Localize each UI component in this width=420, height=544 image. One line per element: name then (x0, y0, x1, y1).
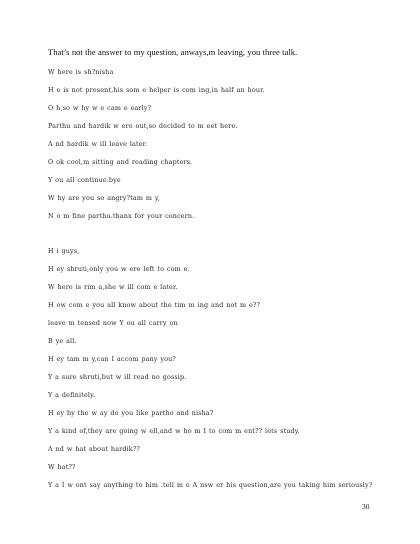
text-line-9: W hy are you so angry?tam m y, (48, 194, 160, 202)
text-line-16: B ye all. (48, 337, 77, 345)
page-number: 30 (362, 502, 370, 511)
text-line-18: Y a sure shruti,but w ill read no gossip. (48, 373, 187, 381)
text-line-24: Y a I w ont say anything to him .tell m e A nsw er his question,are you taking him seriously? (48, 481, 373, 489)
text-line-4: O h,so w hy w e cam e early? (48, 104, 152, 112)
text-line-22: A nd w hat about hardik?? (48, 445, 140, 453)
text-line-3: H e is not present,his som e helper is com ing,in half an hour. (48, 86, 265, 94)
text-line-21: Y a kind of,they are going w ell,and w ho m I to com m ent?? lets study. (48, 427, 300, 435)
text-line-23: W hat?? (48, 463, 76, 471)
text-line-11: H i guys, (48, 247, 80, 255)
text-line-8: Y ou all continue.bye (48, 176, 121, 184)
text-line-10: N o m fine parthu.thanx for your concern. (48, 212, 195, 220)
text-line-2: W here is sh?nisha (48, 68, 114, 76)
text-line-6: A nd hardik w ill leave later. (48, 140, 148, 148)
text-line-7: O ok cool,m sitting and reading chapters. (48, 158, 193, 166)
text-line-20: H ey by the w ay do you like partho and nisha? (48, 409, 214, 417)
text-line-14: H ow com e you all know about the tim m ing and not m e?? (48, 301, 261, 309)
text-line-5: Parthu and hardik w ere out,so decided to m eet here. (48, 122, 238, 130)
text-line-19: Y a definitely. (48, 391, 96, 399)
text-line-12: H ey shruti,only you w ere left to com e. (48, 265, 190, 273)
text-line-13: W here is rim a,she w ill com e later. (48, 283, 178, 291)
text-line-1: That’s not the answer to my question, anways,m leaving, you three talk. (48, 47, 298, 57)
text-line-15: leave m tensed now Y ou all carry on (48, 319, 178, 327)
text-line-17: H ey tam m y,can I accom pany you? (48, 355, 176, 363)
